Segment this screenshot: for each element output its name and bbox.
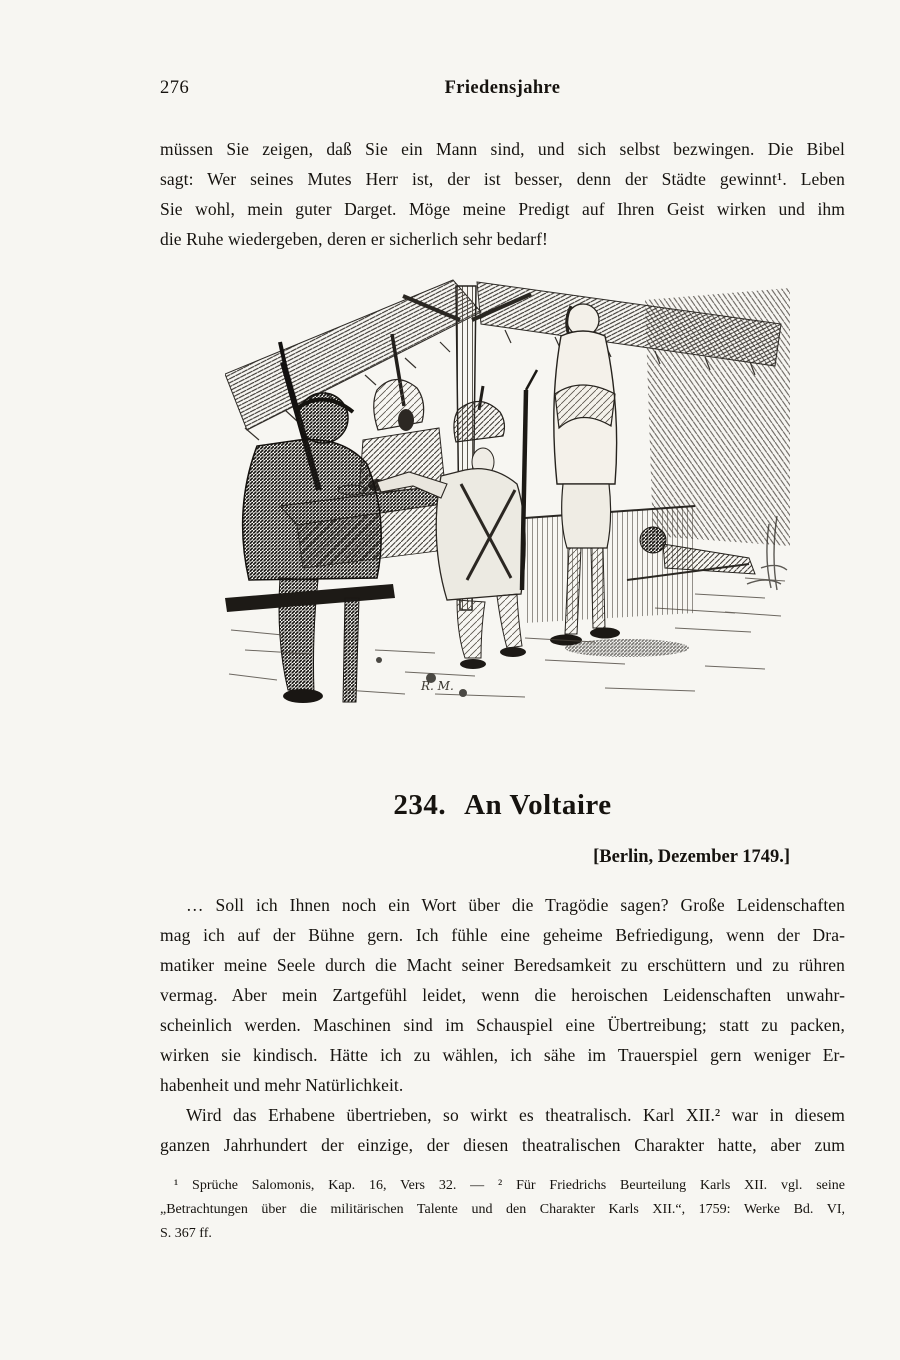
letter-paragraph-1	[160, 890, 845, 1100]
letter-title: An Voltaire	[464, 789, 612, 821]
letter-number: 234.	[393, 789, 447, 821]
text-line: ganzen Jahrhundert der einzige, der diesen theatralischen Charakter hatte, aber zum	[160, 1135, 845, 1155]
text-line: habenheit und mehr Natürlichkeit.	[160, 1075, 404, 1095]
section-heading	[160, 788, 845, 822]
text-line: matiker meine Seele durch die Macht seiner Beredsamkeit zu erschüttern und zu rühren	[160, 955, 845, 975]
footnotes	[160, 1174, 845, 1246]
dateline: [Berlin, Dezember 1749.]	[593, 847, 790, 867]
text-line: wirken sie kindisch. Hätte ich zu wählen, ich sähe im Trauerspiel gern weniger Er-	[160, 1045, 845, 1065]
page-number: 276	[160, 78, 190, 98]
page-header	[160, 76, 845, 100]
text-line: S. 367 ff.	[160, 1226, 212, 1241]
intro-paragraph	[160, 134, 845, 254]
text-line: scheinlich werden. Maschinen sind im Schauspiel eine Übertreibung; statt zu packen,	[160, 1015, 845, 1035]
text-line: sagt: Wer seines Mutes Herr ist, der ist besser, denn der Städte gewinnt¹. Leben	[160, 169, 845, 189]
text-line: die Ruhe wiedergeben, deren er sicherlich sehr bedarf!	[160, 229, 548, 249]
text-line: Wird das Erhabene übertrieben, so wirkt es theatralisch. Karl XII.² war in diesem	[186, 1105, 845, 1125]
letter-paragraph-2	[160, 1100, 845, 1160]
text-line: Sie wohl, mein guter Darget. Möge meine Predigt auf Ihren Geist wirken und ihm	[160, 199, 845, 219]
text-line: ¹ Sprüche Salomonis, Kap. 16, Vers 32. — ² Für Friedrichs Beurteilung Karls XII. vgl. seine	[174, 1178, 845, 1193]
text-line: müssen Sie zeigen, daß Sie ein Mann sind, und sich selbst bezwingen. Die Bibel	[160, 139, 845, 159]
engraving-illustration	[225, 278, 790, 708]
letter-body	[160, 890, 845, 1160]
text-line: mag ich auf der Bühne gern. Ich fühle eine geheime Befriedigung, wenn der Dra-	[160, 925, 845, 945]
running-title: Friedensjahre	[444, 78, 561, 98]
artist-signature: R. M.	[421, 679, 454, 693]
text-line: vermag. Aber mein Zartgefühl leidet, wenn die heroischen Leidenschaften unwahr-	[160, 985, 845, 1005]
text-line: „Betrachtungen über die militärischen Talente und den Charakter Karls XII.“, 1759: Werke Bd. VI,	[160, 1202, 845, 1217]
text-line: … Soll ich Ihnen noch ein Wort über die Tragödie sagen? Große Leidenschaften	[186, 895, 845, 915]
